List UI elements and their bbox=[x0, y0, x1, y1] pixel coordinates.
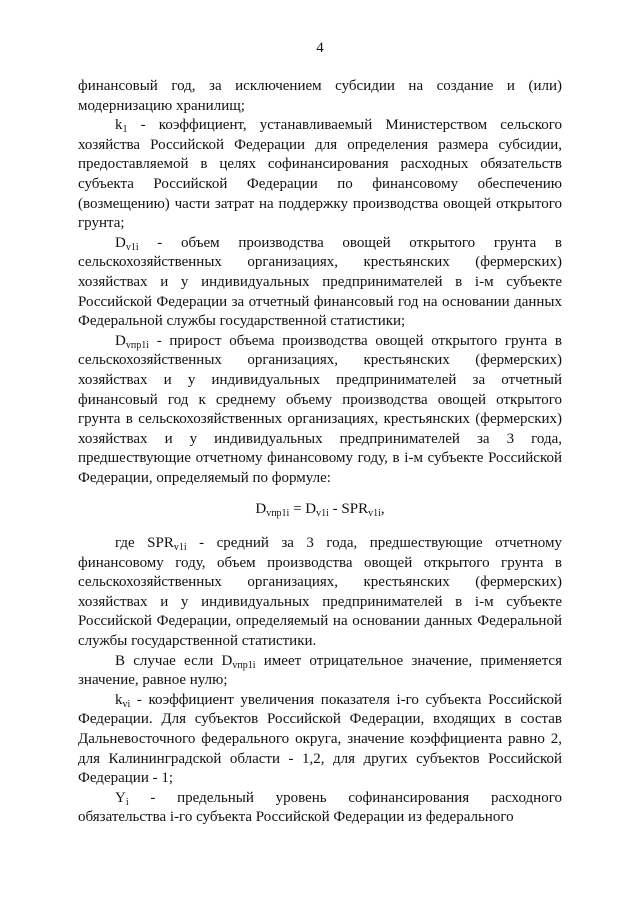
negative-text: имеет отрицательное значение, применяется значение, равное нулю; bbox=[78, 652, 562, 689]
symbol-d: D bbox=[221, 652, 233, 669]
formula-lhs: D bbox=[255, 501, 267, 518]
spr-prefix: где bbox=[115, 535, 148, 552]
formula-term1-sub: v1i bbox=[316, 508, 329, 520]
symbol-d: D bbox=[115, 234, 126, 251]
k1-text: - коэффициент, устанавливаемый Министерством сельского хозяйства Российской Федерации для определения размера субсидии, предоставляемой в целях софинансирования расходных обязательств субъекта Российской Федерации по финансовому обеспечению (возмещению) части затрат на поддержку производства овощей открытого грунта; bbox=[78, 117, 562, 232]
symbol-d: D bbox=[115, 332, 126, 349]
subscript-vi: vi bbox=[122, 698, 131, 710]
formula-term2: SPR bbox=[341, 501, 369, 518]
negative-prefix: В случае если bbox=[115, 652, 222, 669]
formula-end: , bbox=[380, 501, 385, 518]
subscript-vpr1i: vпр1i bbox=[125, 339, 149, 351]
paragraph-k1-definition bbox=[78, 116, 562, 234]
document-body bbox=[78, 77, 562, 828]
paragraph-dvpr1i-definition bbox=[78, 332, 562, 489]
paragraph-financial-year: финансовый год, за исключением субсидии на создание и (или) модернизацию хранилищ; bbox=[78, 78, 562, 114]
formula-equals: = bbox=[289, 501, 306, 518]
subscript-v1i: v1i bbox=[125, 241, 139, 253]
paragraph-spr-definition bbox=[78, 534, 562, 652]
formula-term2-sub: v1i bbox=[368, 508, 381, 520]
paragraph-kvi-definition bbox=[78, 691, 562, 789]
paragraph-yi-definition bbox=[78, 789, 562, 828]
subscript-i: i bbox=[125, 796, 129, 808]
dvpr1i-text: - прирост объема производства овощей открытого грунта в сельскохозяйственных организациях, крестьянских (фермерских) хозяйствах и у индивидуальных предпринимателей за отчетный финансовый год к среднему объему производства овощей открытого грунта в сельскохозяйственных организациях, крестьянских (фермерских) хозяйствах и у индивидуальных предпринимателей за 3 года, предшествующие отчетному финансовому году, в i-м субъекте Российской Федерации, определяемый по формуле: bbox=[78, 332, 562, 486]
symbol-k: k bbox=[115, 117, 123, 134]
subscript-v1i: v1i bbox=[173, 542, 187, 554]
symbol-y: Y bbox=[115, 789, 126, 806]
symbol-k: k bbox=[115, 691, 123, 708]
page-number: 4 bbox=[316, 40, 324, 56]
yi-text: - предельный уровень софинансирования расходного обязательства i-го субъекта Российской Федерации из федерального bbox=[78, 789, 562, 826]
kvi-text: - коэффициент увеличения показателя i-го субъекта Российской Федерации. Для субъектов Российской Федерации, входящих в состав Дальневосточного федерального округа, значение коэффициента равно 2, для Калининградской области - 1,2, для других субъектов Российской Федерации - 1; bbox=[78, 691, 562, 787]
subscript-1: 1 bbox=[122, 124, 128, 136]
formula-term1: D bbox=[305, 501, 317, 518]
formula-minus: - bbox=[328, 501, 342, 518]
paragraph-dv1i-definition bbox=[78, 234, 562, 332]
symbol-spr: SPR bbox=[147, 535, 174, 552]
subscript-vpr1i: vпр1i bbox=[232, 659, 256, 671]
dv1i-text: - объем производства овощей открытого грунта в сельскохозяйственных организациях, крестьянских (фермерских) хозяйствах и у индивидуальных предпринимателей в i-м субъекте Российской Федерации за отчетный финансовый год на основании данных Федеральной службы государственной статистики; bbox=[78, 234, 562, 330]
paragraph-negative-case bbox=[78, 652, 562, 691]
spr-text: - средний за 3 года, предшествующие отчетному финансовому году, объем производства овощей открытого грунта в сельскохозяйственных организациях, крестьянских (фермерских) хозяйствах и у индивидуальных предпринимателей в i-м субъекте Российской Федерации, определяемый на основании данных Федеральной службы государственной статистики. bbox=[78, 535, 562, 650]
formula bbox=[78, 500, 562, 520]
formula-lhs-sub: vпр1i bbox=[266, 508, 290, 520]
